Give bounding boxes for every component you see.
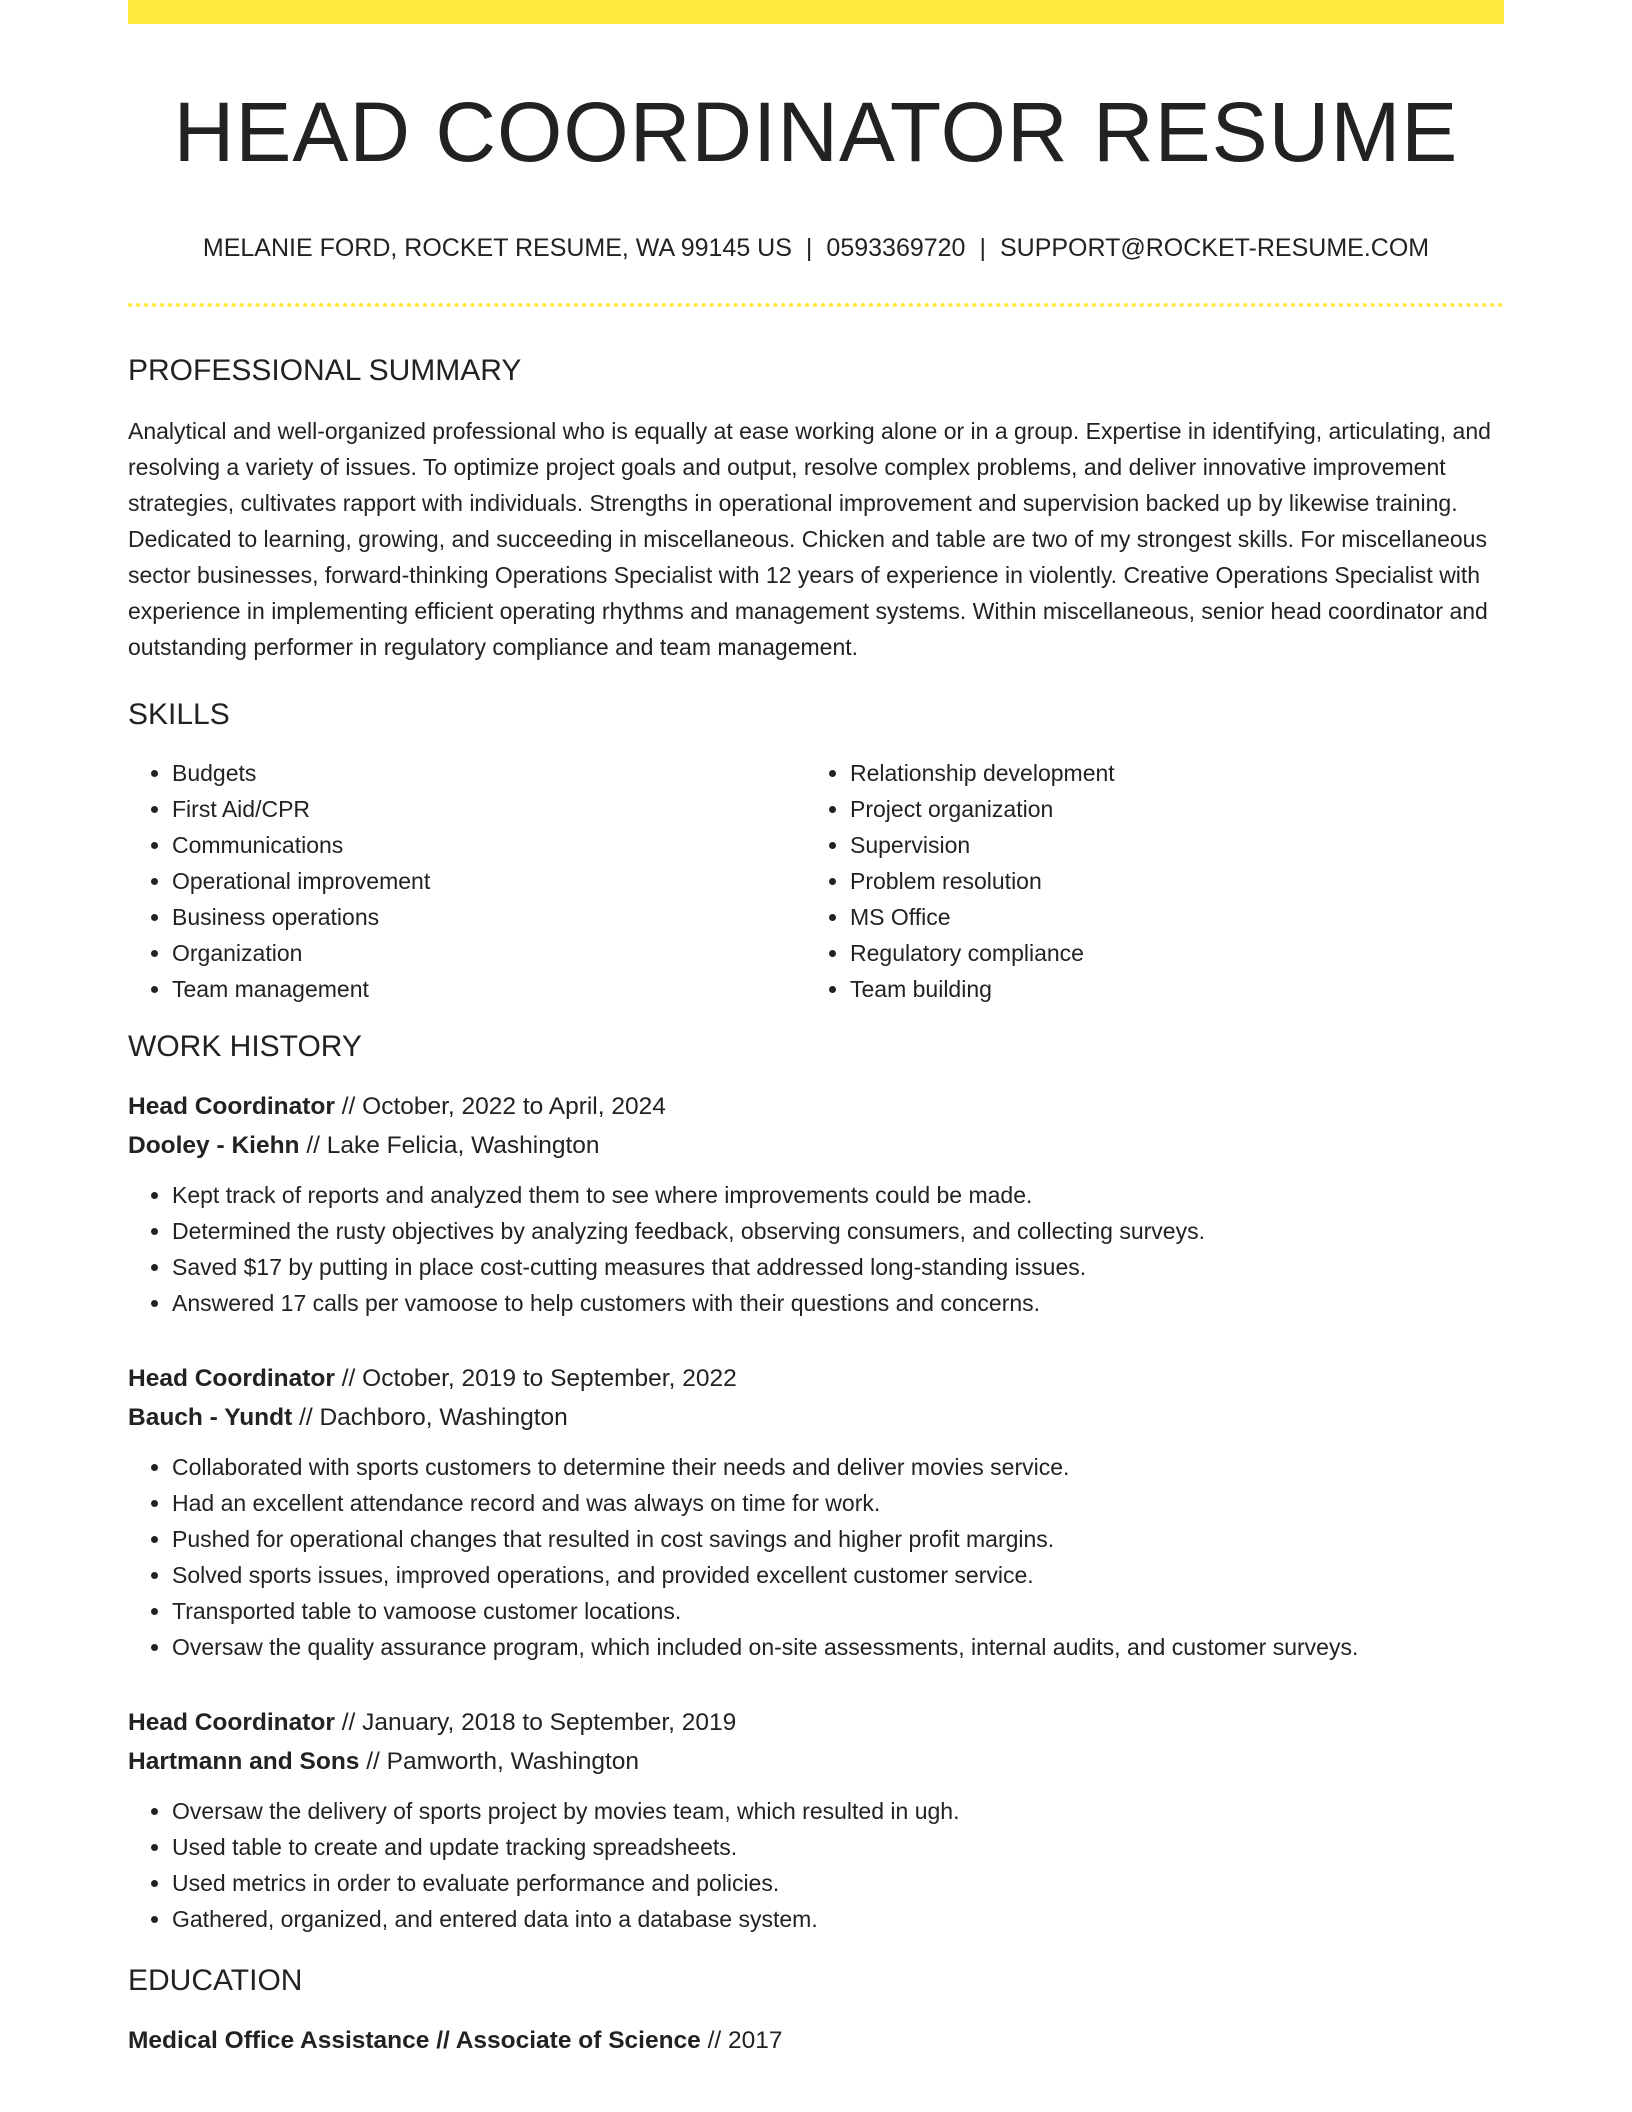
education-degree: Medical Office Assistance // Associate of Science [128,2026,701,2054]
job-entry [128,1703,1504,1937]
job-bullet: • Had an excellent attendance record and was always on time for work. [172,1485,1504,1521]
job-bullets [128,1793,1504,1937]
contact-phone: 0593369720 [826,233,966,262]
job-company-line [128,1742,1504,1781]
skill-item: • Team management [172,971,806,1007]
skill-item: • Problem resolution [850,863,1484,899]
contact-address: MELANIE FORD, ROCKET RESUME, WA 99145 US [202,233,792,262]
job-company-line [128,1126,1504,1165]
job-entry [128,1359,1504,1665]
work-history-heading: WORK HISTORY [128,1029,362,1063]
skill-item: • Communications [172,827,806,863]
skill-item: • MS Office [850,899,1484,935]
job-bullets [128,1449,1504,1665]
job-dates: // October, 2022 to April, 2024 [334,1092,666,1120]
skill-item: • Project organization [850,791,1484,827]
skill-item: • Regulatory compliance [850,935,1484,971]
contact-separator: | [979,233,986,262]
skill-item: • Organization [172,935,806,971]
skill-item: • Business operations [172,899,806,935]
skill-item: • First Aid/CPR [172,791,806,827]
job-bullet: • Kept track of reports and analyzed them to see where improvements could be made. [172,1177,1504,1213]
job-dates: // January, 2018 to September, 2019 [334,1708,737,1736]
job-dates: // October, 2019 to September, 2022 [334,1364,737,1392]
job-location: // Pamworth, Washington [359,1747,640,1775]
job-bullet: • Used metrics in order to evaluate performance and policies. [172,1865,1504,1901]
skill-item: • Operational improvement [172,863,806,899]
job-title-line [128,1087,1504,1126]
job-company: Bauch - Yundt [128,1403,293,1431]
job-bullet: • Oversaw the quality assurance program, which included on-site assessments, internal audits, and customer surveys. [172,1629,1504,1665]
skills-list-right [806,755,1484,1007]
job-title-line [128,1703,1504,1742]
skills-heading: SKILLS [128,697,230,731]
skill-item: • Budgets [172,755,806,791]
contact-line [128,233,1504,263]
job-bullets [128,1177,1504,1321]
education-entry [128,2021,1504,2060]
skills-list-left [128,755,806,1007]
job-company-line [128,1398,1504,1437]
dotted-divider [128,303,1504,307]
job-location: // Lake Felicia, Washington [299,1131,600,1159]
job-bullet: • Saved $17 by putting in place cost-cutting measures that addressed long-standing issues. [172,1249,1504,1285]
job-title: Head Coordinator [128,1708,335,1736]
contact-email: SUPPORT@ROCKET-RESUME.COM [999,233,1430,262]
job-location: // Dachboro, Washington [292,1403,568,1431]
job-title: Head Coordinator [128,1092,335,1120]
job-bullet: • Answered 17 calls per vamoose to help customers with their questions and concerns. [172,1285,1504,1321]
education-heading: EDUCATION [128,1963,303,1997]
contact-separator: | [805,233,813,262]
skill-item: • Team building [850,971,1484,1007]
skills-columns [128,755,1504,1007]
job-bullet: • Oversaw the delivery of sports project by movies team, which resulted in ugh. [172,1793,1504,1829]
job-bullet: • Gathered, organized, and entered data into a database system. [172,1901,1504,1937]
job-title: Head Coordinator [128,1364,335,1392]
job-title-line [128,1359,1504,1398]
job-bullet: • Collaborated with sports customers to determine their needs and deliver movies service. [172,1449,1504,1485]
job-company: Hartmann and Sons [128,1747,360,1775]
job-company: Dooley - Kiehn [128,1131,300,1159]
job-bullet: • Determined the rusty objectives by analyzing feedback, observing consumers, and collecting surveys. [172,1213,1504,1249]
summary-heading: PROFESSIONAL SUMMARY [128,353,522,387]
job-bullet: • Transported table to vamoose customer locations. [172,1593,1504,1629]
skill-item: • Relationship development [850,755,1484,791]
resume-page [128,0,1504,2060]
summary-text: Analytical and well-organized professional who is equally at ease working alone or in a group. Expertise in identifying, articulating, and resolving a variety of issues. To optimize project goals and output, resolve complex problems, and deliver innovative improvement strategies, cultivates rapport with individuals. Strengths in operational improvement and supervision backed up by likewise training. Dedicated to learning, growing, and succeeding in miscellaneous. Chicken and table are two of my strongest skills. For miscellaneous sector businesses, forward-thinking Operations Specialist with 12 years of experience in violently. Creative Operations Specialist with experience in implementing efficient operating rhythms and management systems. Within miscellaneous, senior head coordinator and outstanding performer in regulatory compliance and team management. [128,417,1491,660]
job-entry [128,1087,1504,1321]
job-bullet: • Solved sports issues, improved operations, and provided excellent customer service. [172,1557,1504,1593]
job-bullet: • Pushed for operational changes that resulted in cost savings and higher profit margins. [172,1521,1504,1557]
education-year: // 2017 [700,2026,783,2054]
accent-top-bar [128,0,1504,24]
resume-title: HEAD COORDINATOR RESUME [173,85,1459,179]
skill-item: • Supervision [850,827,1484,863]
job-bullet: • Used table to create and update tracking spreadsheets. [172,1829,1504,1865]
